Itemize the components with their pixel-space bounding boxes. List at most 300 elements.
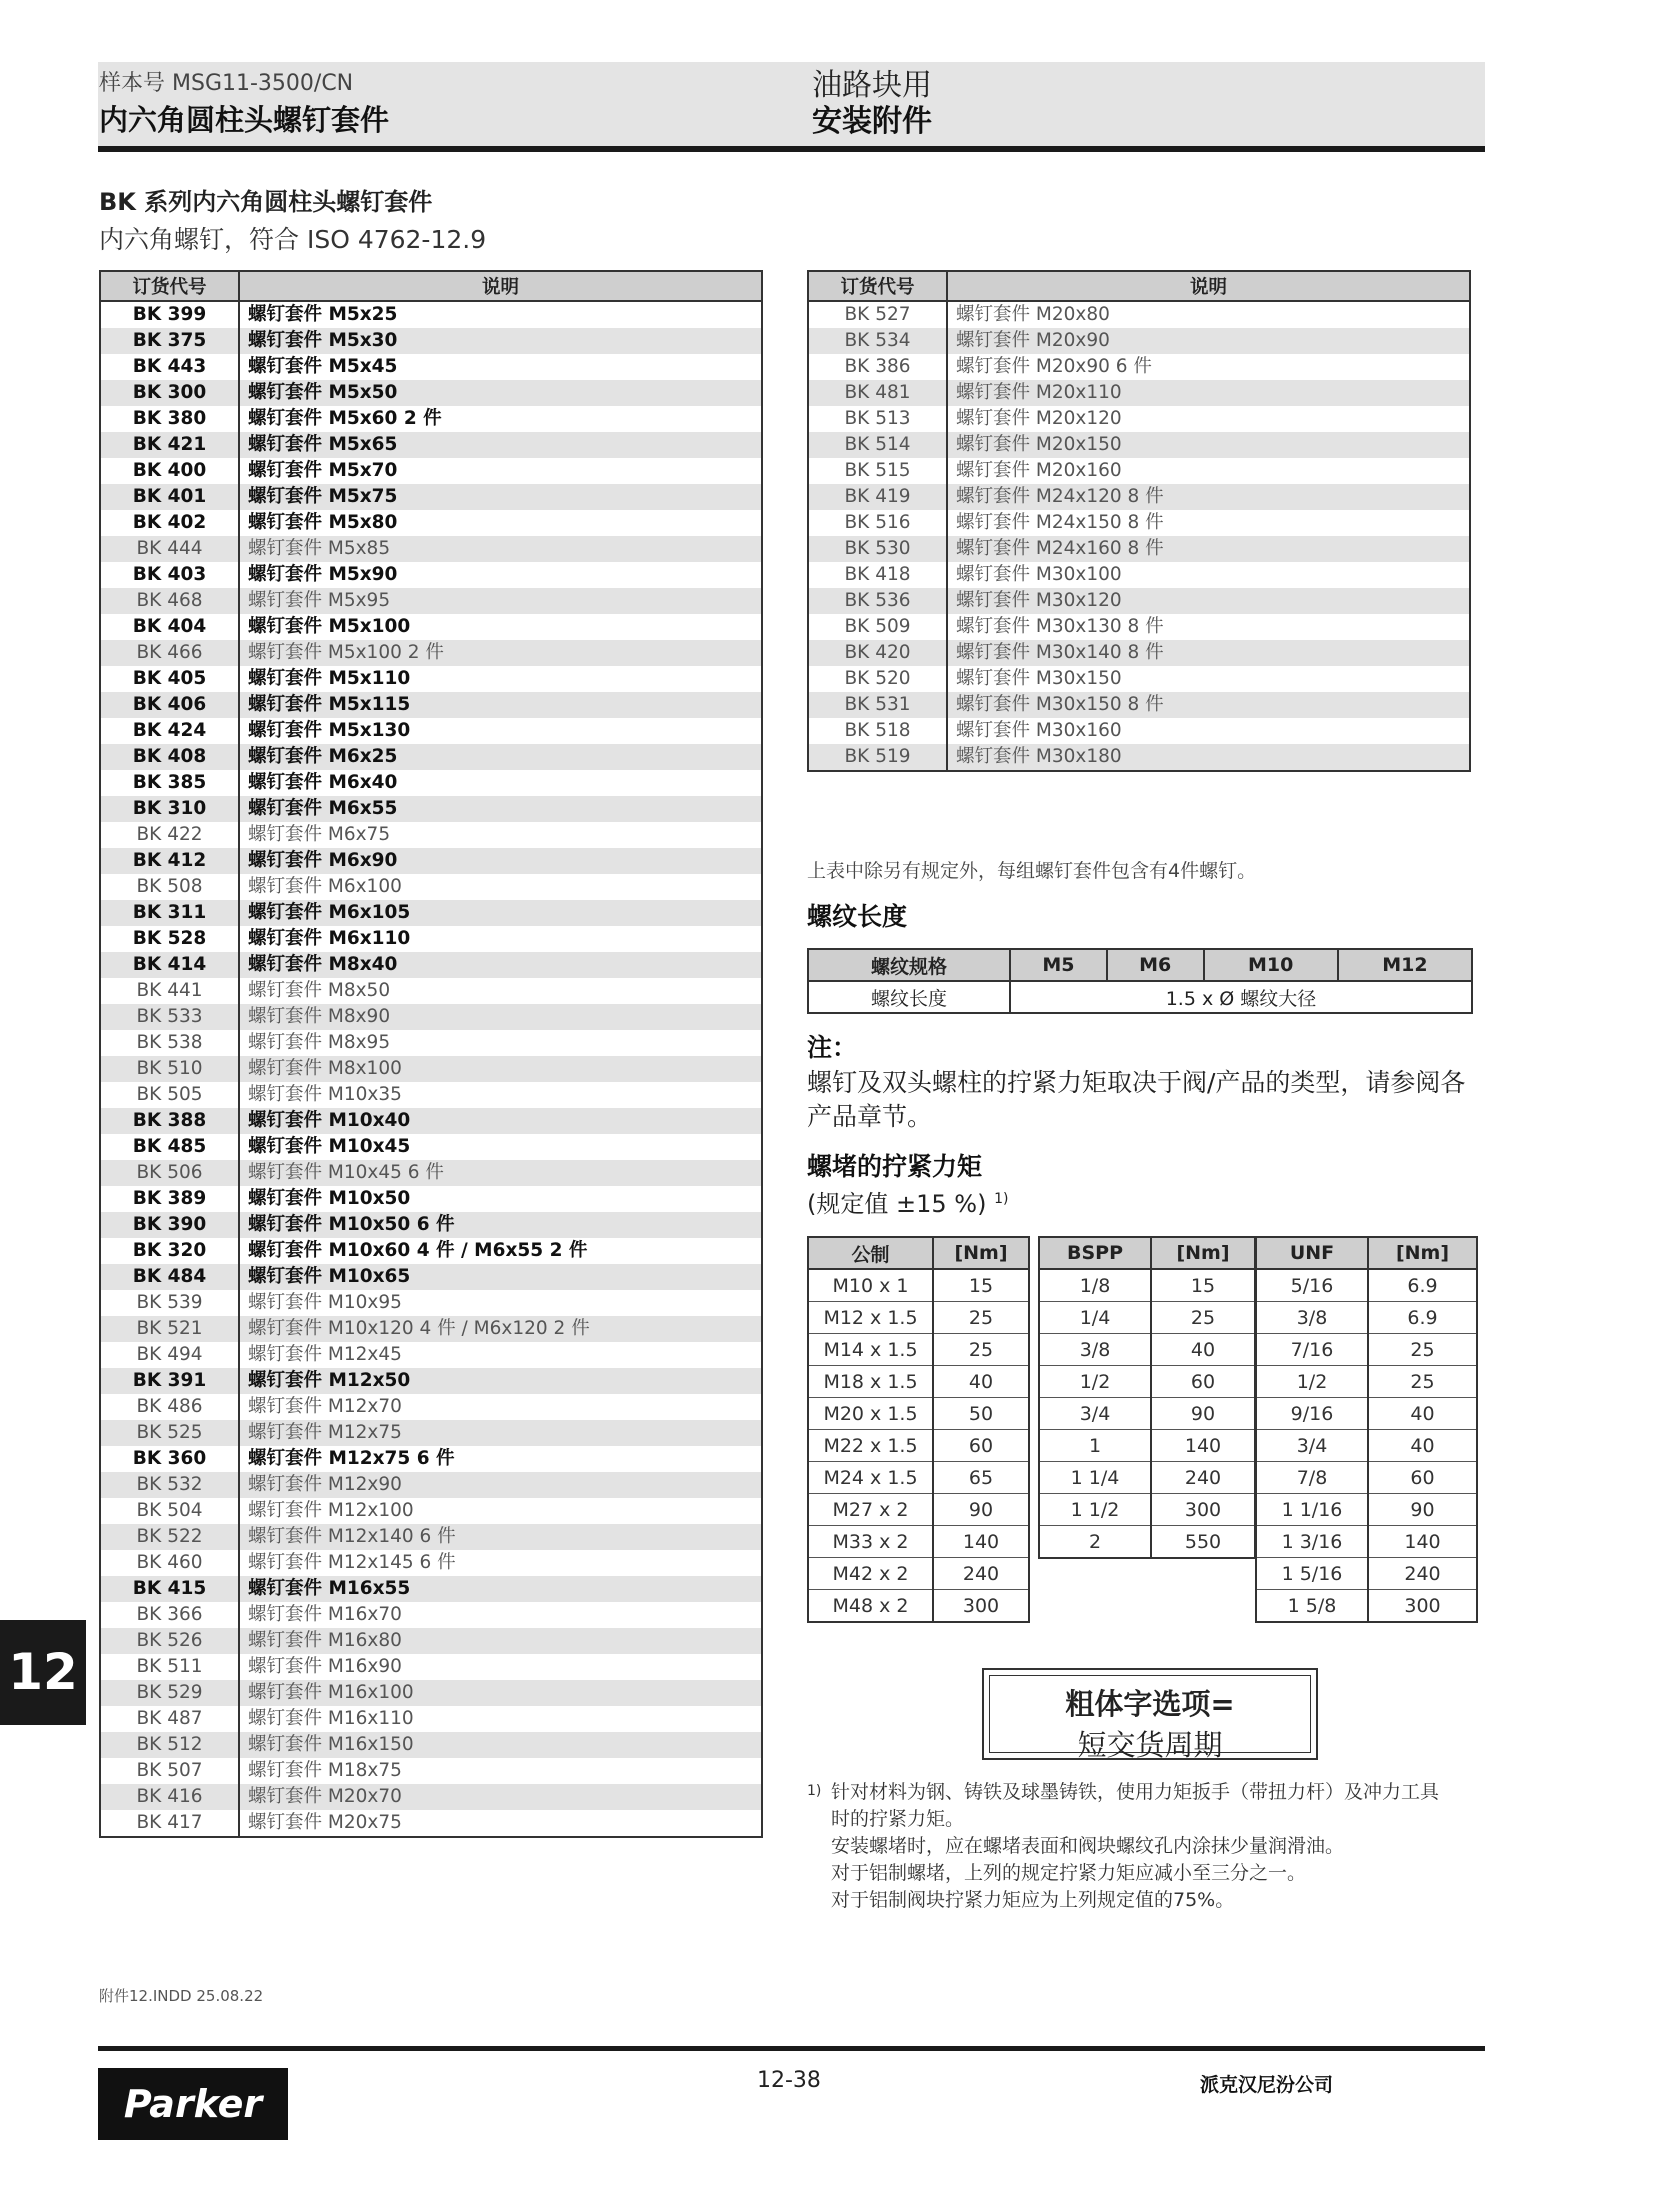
- description: 螺钉套件 M12x100: [248, 1500, 414, 1521]
- torque-value: 240: [1368, 1558, 1477, 1590]
- order-code: BK 415: [100, 1576, 239, 1602]
- description: 螺钉套件 M6x105: [239, 900, 762, 926]
- table-row: [808, 640, 1470, 666]
- order-code: BK 518: [808, 718, 947, 744]
- thread-size: M10 x 1: [808, 1269, 933, 1302]
- torque-value: 240: [1151, 1462, 1255, 1494]
- table-row: [808, 484, 1470, 510]
- order-code: BK 405: [100, 666, 239, 692]
- remark-title: 注：: [807, 1033, 858, 1062]
- thread-size: 3/8: [1039, 1334, 1151, 1366]
- order-code: BK 444: [100, 536, 239, 562]
- table-row: [1039, 1302, 1255, 1334]
- table-row: [100, 848, 762, 874]
- table-row: [100, 1602, 762, 1628]
- bold-option-line2: 短交货周期: [1077, 1728, 1223, 1762]
- torque-value: 6.9: [1368, 1269, 1477, 1302]
- table-row: [100, 1654, 762, 1680]
- order-code: BK 508: [100, 874, 239, 900]
- order-code: BK 466: [100, 640, 239, 666]
- description: 螺钉套件 M8x50: [248, 980, 391, 1001]
- torque-value: 90: [1151, 1398, 1255, 1430]
- order-code: BK 385: [100, 770, 239, 796]
- order-code: BK 320: [100, 1238, 239, 1264]
- thread-size: M20 x 1.5: [808, 1398, 933, 1430]
- table-row: [100, 692, 762, 718]
- table-row: [100, 1732, 762, 1758]
- order-code: BK 481: [808, 380, 947, 406]
- table-row: [808, 1494, 1029, 1526]
- description: 螺钉套件 M6x25: [239, 744, 762, 770]
- order-code: BK 485: [100, 1134, 239, 1160]
- table-row: [1256, 1398, 1477, 1430]
- description: 螺钉套件 M5x70: [248, 460, 398, 481]
- table-row: [1256, 1334, 1477, 1366]
- table-row: [1256, 1590, 1477, 1623]
- order-code: BK 522: [100, 1524, 239, 1550]
- bk-table-right: [807, 270, 1471, 772]
- file-info: 附件12.INDD 25.08.22: [99, 1987, 264, 2005]
- parker-logo: Parker: [98, 2068, 288, 2140]
- table-row: [100, 874, 762, 900]
- torque-value: 300: [1151, 1494, 1255, 1526]
- table-row: [100, 432, 762, 458]
- table-row: [100, 978, 762, 1004]
- thread-size: 5/16: [1256, 1269, 1368, 1302]
- thread-size: M14 x 1.5: [808, 1334, 933, 1366]
- description: 螺钉套件 M20x80: [956, 304, 1110, 325]
- torque-value: 50: [933, 1398, 1029, 1430]
- order-code: BK 531: [808, 692, 947, 718]
- bold-option-line1: 粗体字选项=: [1065, 1687, 1235, 1721]
- table-row: [100, 1082, 762, 1108]
- description: 螺钉套件 M30x130 8 件: [956, 616, 1164, 637]
- thread-size: 1 1/4: [1039, 1462, 1151, 1494]
- table-row: [100, 770, 762, 796]
- thread-length-label: 螺纹长度: [808, 981, 1010, 1013]
- description: 螺钉套件 M24x120 8 件: [947, 484, 1470, 510]
- description: 螺钉套件 M10x120 4 件 / M6x120 2 件: [239, 1316, 762, 1342]
- thread-size: 1/2: [1039, 1366, 1151, 1398]
- table-row: [100, 588, 762, 614]
- order-code: BK 521: [100, 1316, 239, 1342]
- table-row: [1039, 1430, 1255, 1462]
- description: 螺钉套件 M6x75: [248, 824, 391, 845]
- footnote-mark: 1): [807, 1783, 822, 1799]
- description: 螺钉套件 M5x85: [239, 536, 762, 562]
- table-row: [100, 406, 762, 432]
- order-code: BK 538: [100, 1030, 239, 1056]
- order-code: BK 389: [100, 1186, 239, 1212]
- description: 螺钉套件 M5x100 2 件: [239, 640, 762, 666]
- torque-value: 240: [933, 1558, 1029, 1590]
- table-row: [100, 796, 762, 822]
- table-row: [100, 458, 762, 484]
- table-row: [100, 718, 762, 744]
- table-row: [1256, 1462, 1477, 1494]
- thread-size: M12 x 1.5: [808, 1302, 933, 1334]
- order-code: BK 525: [100, 1420, 239, 1446]
- description: 螺钉套件 M20x90: [947, 328, 1470, 354]
- thread-size: M42 x 2: [808, 1558, 933, 1590]
- thread-size: 7/16: [1256, 1334, 1368, 1366]
- table-row: [1039, 1462, 1255, 1494]
- thread-size: 3/4: [1039, 1398, 1151, 1430]
- table-row: [808, 614, 1470, 640]
- order-code: BK 468: [100, 588, 239, 614]
- table-row: [1256, 1526, 1477, 1558]
- torque-value: 65: [933, 1462, 1029, 1494]
- description: 螺钉套件 M5x115: [239, 692, 762, 718]
- table-row: [1256, 1302, 1477, 1334]
- description: 螺钉套件 M5x80: [248, 512, 398, 533]
- table-row: [808, 380, 1470, 406]
- order-code: BK 527: [808, 301, 947, 328]
- table-row: [808, 1334, 1029, 1366]
- description: 螺钉套件 M12x140 6 件: [239, 1524, 762, 1550]
- description: 螺钉套件 M6x110: [248, 928, 411, 949]
- description: 螺钉套件 M10x40: [239, 1108, 762, 1134]
- thread-size: 1 5/8: [1256, 1590, 1368, 1623]
- table-row: [808, 1590, 1029, 1623]
- column-header-code: 订货代号: [100, 271, 239, 301]
- description: 螺钉套件 M5x75: [239, 484, 762, 510]
- order-code: BK 300: [100, 380, 239, 406]
- order-code: BK 417: [100, 1810, 239, 1837]
- thread-length-title: 螺纹长度: [807, 902, 908, 931]
- thread-size: 1: [1039, 1430, 1151, 1462]
- description: 螺钉套件 M30x150: [956, 668, 1122, 689]
- torque-subtitle: [807, 1184, 1008, 1219]
- nm-header: [Nm]: [1151, 1237, 1255, 1269]
- footnote-line: 时的拧紧力矩。: [831, 1808, 965, 1830]
- torque-value: 140: [933, 1526, 1029, 1558]
- order-code: BK 534: [808, 328, 947, 354]
- description: 螺钉套件 M8x40: [239, 952, 762, 978]
- order-code: BK 505: [100, 1082, 239, 1108]
- table-row: [100, 1628, 762, 1654]
- thread-size: M22 x 1.5: [808, 1430, 933, 1462]
- torque-value: 40: [1151, 1334, 1255, 1366]
- torque-value: 60: [1368, 1462, 1477, 1494]
- order-code: BK 408: [100, 744, 239, 770]
- description: 螺钉套件 M8x95: [248, 1032, 391, 1053]
- torque-value: 25: [933, 1302, 1029, 1334]
- table-row: [808, 301, 1470, 328]
- thread-size-m6: M6: [1107, 949, 1204, 981]
- description: 螺钉套件 M16x55: [239, 1576, 762, 1602]
- description: 螺钉套件 M20x120: [956, 408, 1122, 429]
- torque-value: 140: [1151, 1430, 1255, 1462]
- description: 螺钉套件 M16x110: [248, 1708, 414, 1729]
- description: 螺钉套件 M20x150: [947, 432, 1470, 458]
- table-row: [100, 1576, 762, 1602]
- table-row: [808, 458, 1470, 484]
- table-row: [100, 744, 762, 770]
- description: 螺钉套件 M6x40: [248, 772, 398, 793]
- description: 螺钉套件 M30x160: [956, 720, 1122, 741]
- thread-size: 1 3/16: [1256, 1526, 1368, 1558]
- table-row: [1039, 1526, 1255, 1559]
- column-header-description: 说明: [239, 271, 762, 301]
- order-code: BK 519: [808, 744, 947, 771]
- torque-value: 300: [933, 1590, 1029, 1623]
- description: 螺钉套件 M5x45: [248, 356, 398, 377]
- description: 螺钉套件 M5x50: [239, 380, 762, 406]
- table-row: [1039, 1398, 1255, 1430]
- description: 螺钉套件 M12x145 6 件: [248, 1552, 456, 1573]
- order-code: BK 311: [100, 900, 239, 926]
- table-row: [100, 1264, 762, 1290]
- table-row: [1256, 1558, 1477, 1590]
- description: 螺钉套件 M6x100: [248, 876, 402, 897]
- thread-size-m10: M10: [1204, 949, 1338, 981]
- description: 螺钉套件 M8x100: [239, 1056, 762, 1082]
- torque-value: 40: [1368, 1430, 1477, 1462]
- order-code: BK 514: [808, 432, 947, 458]
- order-code: BK 529: [100, 1680, 239, 1706]
- thread-size: 7/8: [1256, 1462, 1368, 1494]
- table-row: [100, 1212, 762, 1238]
- order-code: BK 507: [100, 1758, 239, 1784]
- table-row: [100, 1238, 762, 1264]
- thread-size: 3/4: [1256, 1430, 1368, 1462]
- order-code: BK 510: [100, 1056, 239, 1082]
- table-row: [100, 666, 762, 692]
- order-code: BK 441: [100, 978, 239, 1004]
- description: 螺钉套件 M24x150 8 件: [956, 512, 1164, 533]
- order-code: BK 487: [100, 1706, 239, 1732]
- section-subtitle: 内六角螺钉，符合 ISO 4762-12.9: [99, 225, 487, 254]
- description: 螺钉套件 M20x160: [956, 460, 1122, 481]
- description: 螺钉套件 M20x110: [947, 380, 1470, 406]
- description: 螺钉套件 M30x150 8 件: [947, 692, 1470, 718]
- table-row: [808, 692, 1470, 718]
- torque-value: 40: [933, 1366, 1029, 1398]
- order-code: BK 539: [100, 1290, 239, 1316]
- footnote-ref: 1): [994, 1191, 1009, 1207]
- description: 螺钉套件 M5x65: [239, 432, 762, 458]
- table-row: [100, 926, 762, 952]
- page-title-left: 内六角圆柱头螺钉套件: [99, 103, 390, 137]
- header-category: 油路块用: [812, 68, 932, 103]
- table-row: [808, 432, 1470, 458]
- table-row: [100, 1524, 762, 1550]
- table-row: [100, 484, 762, 510]
- description: 螺钉套件 M20x75: [248, 1812, 402, 1833]
- company-name: 派克汉尼汾公司: [1200, 2074, 1334, 2096]
- order-code: BK 460: [100, 1550, 239, 1576]
- description: 螺钉套件 M10x60 4 件 / M6x55 2 件: [248, 1240, 588, 1261]
- order-code: BK 536: [808, 588, 947, 614]
- order-code: BK 400: [100, 458, 239, 484]
- table-row: [808, 1558, 1029, 1590]
- page-number: 12-38: [757, 2068, 821, 2093]
- order-code: BK 520: [808, 666, 947, 692]
- table-row: [808, 1269, 1029, 1302]
- description: 螺钉套件 M12x75 6 件: [248, 1448, 455, 1469]
- thread-size: 3/8: [1256, 1302, 1368, 1334]
- torque-table-metric: [807, 1236, 1030, 1623]
- torque-value: 300: [1368, 1590, 1477, 1623]
- table-row: [808, 536, 1470, 562]
- description: 螺钉套件 M18x75: [248, 1760, 402, 1781]
- table-row: [100, 562, 762, 588]
- description: 螺钉套件 M5x30: [239, 328, 762, 354]
- order-code: BK 401: [100, 484, 239, 510]
- table-row: [808, 588, 1470, 614]
- description: 螺钉套件 M10x50 6 件: [239, 1212, 762, 1238]
- table-row: [100, 536, 762, 562]
- order-code: BK 416: [100, 1784, 239, 1810]
- thread-size: M18 x 1.5: [808, 1366, 933, 1398]
- table-row: [100, 1784, 762, 1810]
- order-code: BK 512: [100, 1732, 239, 1758]
- order-code: BK 506: [100, 1160, 239, 1186]
- nm-header: [Nm]: [1368, 1237, 1477, 1269]
- header-section: 安装附件: [812, 104, 932, 139]
- description: 螺钉套件 M20x90 6 件: [956, 356, 1152, 377]
- description: 螺钉套件 M16x80: [239, 1628, 762, 1654]
- table-row: [100, 1108, 762, 1134]
- order-code: BK 513: [808, 406, 947, 432]
- table-row: [100, 1056, 762, 1082]
- thread-size: M48 x 2: [808, 1590, 933, 1623]
- order-code: BK 526: [100, 1628, 239, 1654]
- table-row: [1256, 1366, 1477, 1398]
- table-row: [100, 1680, 762, 1706]
- table-row: [100, 1342, 762, 1368]
- order-code: BK 388: [100, 1108, 239, 1134]
- description: 螺钉套件 M16x90: [248, 1656, 402, 1677]
- table-row: [100, 1290, 762, 1316]
- footnote: [831, 1779, 1491, 1914]
- nm-header: [Nm]: [933, 1237, 1029, 1269]
- order-code: BK 366: [100, 1602, 239, 1628]
- table-row: [808, 406, 1470, 432]
- thread-size: 1/4: [1039, 1302, 1151, 1334]
- description: 螺钉套件 M10x35: [248, 1084, 402, 1105]
- description: 螺钉套件 M5x110: [248, 668, 411, 689]
- description: 螺钉套件 M24x160 8 件: [947, 536, 1470, 562]
- order-code: BK 494: [100, 1342, 239, 1368]
- order-code: BK 414: [100, 952, 239, 978]
- torque-table-bspp: [1038, 1236, 1256, 1559]
- torque-value: 60: [1151, 1366, 1255, 1398]
- order-code: BK 532: [100, 1472, 239, 1498]
- bold-option-box: [982, 1668, 1318, 1760]
- torque-value: 25: [933, 1334, 1029, 1366]
- torque-tolerance: (规定值 ±15 %): [807, 1190, 987, 1218]
- footnote-line: 安装螺堵时，应在螺堵表面和阀块螺纹孔内涂抹少量润滑油。: [831, 1835, 1345, 1857]
- table-row: [100, 1316, 762, 1342]
- unf-header: UNF: [1256, 1237, 1368, 1269]
- order-code: BK 443: [100, 354, 239, 380]
- header-rule: [98, 146, 1485, 152]
- description: 螺钉套件 M30x140 8 件: [947, 640, 1470, 666]
- description: 螺钉套件 M5x90: [248, 564, 398, 585]
- order-code: BK 530: [808, 536, 947, 562]
- order-code: BK 515: [808, 458, 947, 484]
- description: 螺钉套件 M5x100: [248, 616, 411, 637]
- order-code: BK 310: [100, 796, 239, 822]
- table-row: [100, 1420, 762, 1446]
- table-row: [1039, 1334, 1255, 1366]
- table-row: [100, 1030, 762, 1056]
- table-row: [100, 900, 762, 926]
- description: 螺钉套件 M30x180: [947, 744, 1470, 771]
- table-row: [100, 328, 762, 354]
- table-row: [808, 328, 1470, 354]
- torque-value: 25: [1151, 1302, 1255, 1334]
- order-code: BK 390: [100, 1212, 239, 1238]
- footnote-line: 针对材料为钢、铸铁及球墨铸铁，使用力矩扳手（带扭力杆）及冲力工具: [831, 1781, 1440, 1803]
- table-row: [100, 952, 762, 978]
- table-row: [100, 1550, 762, 1576]
- order-code: BK 360: [100, 1446, 239, 1472]
- table-row: [1256, 1430, 1477, 1462]
- order-code: BK 511: [100, 1654, 239, 1680]
- table-row: [808, 510, 1470, 536]
- thread-size: 1 5/16: [1256, 1558, 1368, 1590]
- torque-value: 90: [1368, 1494, 1477, 1526]
- order-code: BK 484: [100, 1264, 239, 1290]
- table-row: [808, 744, 1470, 771]
- torque-value: 25: [1368, 1334, 1477, 1366]
- thread-size-m12: M12: [1338, 949, 1472, 981]
- table-row: [100, 301, 762, 328]
- table-row: [100, 1186, 762, 1212]
- remark-text: 螺钉及双头螺柱的拧紧力矩取决于阀/产品的类型，请参阅各产品章节。: [807, 1068, 1466, 1131]
- description: 螺钉套件 M5x25: [248, 304, 398, 325]
- thread-size: 1 1/16: [1256, 1494, 1368, 1526]
- torque-value: 90: [933, 1494, 1029, 1526]
- order-code: BK 404: [100, 614, 239, 640]
- thread-size: M24 x 1.5: [808, 1462, 933, 1494]
- order-code: BK 418: [808, 562, 947, 588]
- description: 螺钉套件 M10x95: [248, 1292, 402, 1313]
- thread-size: 9/16: [1256, 1398, 1368, 1430]
- order-code: BK 375: [100, 328, 239, 354]
- table-row: [100, 640, 762, 666]
- order-code: BK 419: [808, 484, 947, 510]
- table-row: [808, 1398, 1029, 1430]
- order-code: BK 533: [100, 1004, 239, 1030]
- description: 螺钉套件 M30x120: [947, 588, 1470, 614]
- table-row: [100, 1498, 762, 1524]
- description: 螺钉套件 M12x70: [248, 1396, 402, 1417]
- thread-length-value: 1.5 x Ø 螺纹大径: [1010, 981, 1472, 1013]
- order-code: BK 403: [100, 562, 239, 588]
- order-code: BK 402: [100, 510, 239, 536]
- footer-rule: [98, 2046, 1485, 2051]
- table-row: [808, 562, 1470, 588]
- table-row: [808, 1366, 1029, 1398]
- order-code: BK 412: [100, 848, 239, 874]
- table-row: [100, 1368, 762, 1394]
- table-row: [100, 1394, 762, 1420]
- description: 螺钉套件 M6x90: [239, 848, 762, 874]
- chapter-tab: 12: [0, 1620, 86, 1725]
- table-row: [100, 1758, 762, 1784]
- table-note: 上表中除另有规定外，每组螺钉套件包含有4件螺钉。: [807, 860, 1257, 882]
- torque-title: 螺堵的拧紧力矩: [807, 1152, 983, 1181]
- table-row: [100, 1004, 762, 1030]
- bspp-header: BSPP: [1039, 1237, 1151, 1269]
- torque-value: 40: [1368, 1398, 1477, 1430]
- order-code: BK 528: [100, 926, 239, 952]
- torque-value: 15: [933, 1269, 1029, 1302]
